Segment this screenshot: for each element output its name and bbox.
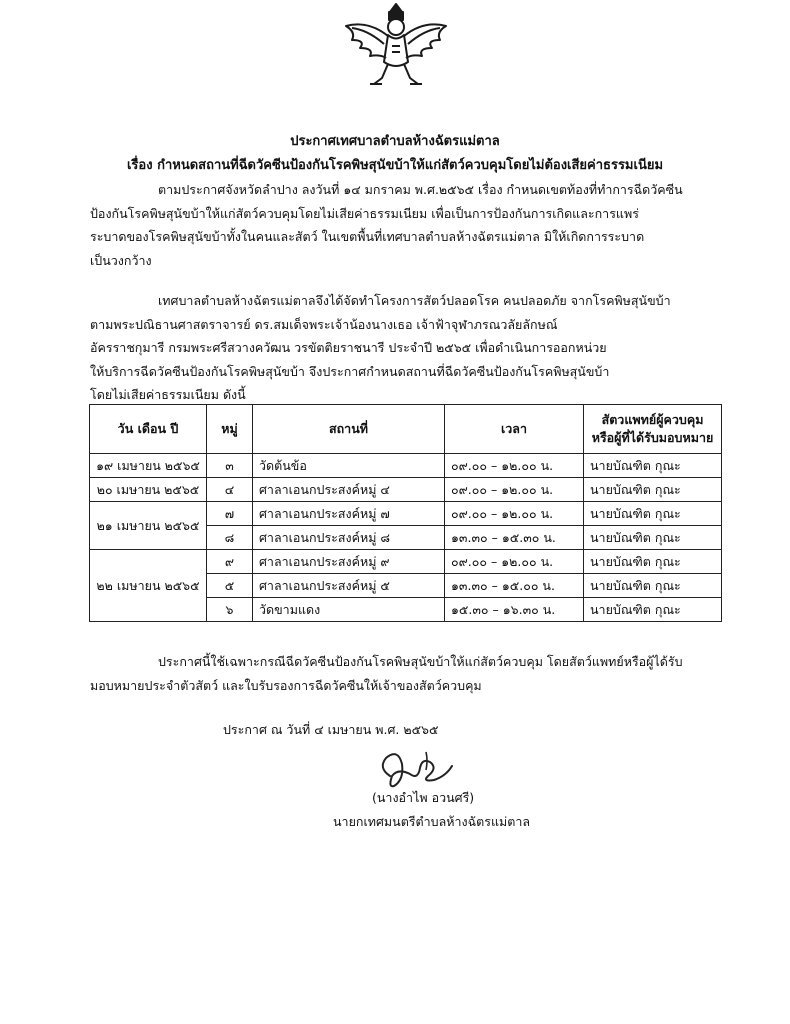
cell-date: ๒๑ เมษายน ๒๕๖๕ [90,502,207,550]
paragraph-line: ป้องกันโรคพิษสุนัขบ้าให้แก่สัตว์ควบคุมโดยไม่เสียค่าธรรมเนียม เพื่อเป็นการป้องกันการเกิดและการแพร่ [90,205,639,221]
announcement-subject: เรื่อง กำหนดสถานที่ฉีดวัคซีนป้องกันโรคพิษสุนัขบ้าให้แก่สัตว์ควบคุมโดยไม่ต้องเสียค่าธรรมเนียม [126,158,664,173]
paragraph-project [90,289,715,407]
cell-place: วัดต้นข้อ [253,454,445,478]
cell-moo: ๕ [207,574,253,598]
cell-place: ศาลาเอนกประสงค์หมู่ ๗ [253,502,445,526]
cell-moo: ๖ [207,598,253,622]
cell-time: ๑๕.๓๐ – ๑๖.๓๐ น. [445,598,584,622]
table-row [90,478,722,502]
signer-name: (นางอำไพ อวนศรี) [372,790,475,805]
cell-moo: ๘ [207,526,253,550]
table-row [90,550,722,574]
paragraph-scope [90,650,715,697]
paragraph-line: โดยไม่เสียค่าธรรมเนียม ดังนี้ [90,387,246,402]
cell-place: วัดขามแดง [253,598,445,622]
announcement-date: ประกาศ ณ วันที่ ๔ เมษายน พ.ศ. ๒๕๖๕ [223,722,439,737]
vaccination-schedule-table [89,404,722,622]
paragraph-line: เป็นวงกว้าง [90,252,152,268]
cell-moo: ๙ [207,550,253,574]
cell-vet: นายบัณฑิต กุณะ [584,478,722,502]
paragraph-line: ตามพระปณิธานศาสตราจารย์ ดร.สมเด็จพระเจ้าน้องนางเธอ เจ้าฟ้าจุฬาภรณวลัยลักษณ์ [90,316,558,332]
paragraph-intro [90,178,715,272]
cell-time: ๐๙.๐๐ – ๑๒.๐๐ น. [445,478,584,502]
cell-time: ๐๙.๐๐ – ๑๒.๐๐ น. [445,454,584,478]
header-vet-line2: หรือผู้ที่ได้รับมอบหมาย [591,430,714,445]
cell-moo: ๓ [207,454,253,478]
paragraph-line: ระบาดของโรคพิษสุนัขบ้าทั้งในคนและสัตว์ ในเขตพื้นที่เทศบาลตำบลห้างฉัตรแม่ตาล มิให้เกิดการระบาด [90,229,645,244]
paragraph-line: ให้บริการฉีดวัคซีนป้องกันโรคพิษสุนัขบ้า จึงประกาศกำหนดสถานที่ฉีดวัคซีนป้องกันโรคพิษสุนัขบ้า [90,363,610,379]
cell-date: ๑๙ เมษายน ๒๕๖๕ [90,454,207,478]
paragraph-line: มอบหมายประจำตัวสัตว์ และใบรับรองการฉีดวัคซีนให้เจ้าของสัตว์ควบคุม [90,677,482,693]
signer-position: นายกเทศมนตรีตำบลห้างฉัตรแม่ตาล [333,814,531,829]
cell-place: ศาลาเอนกประสงค์หมู่ ๘ [253,526,445,550]
paragraph-line: ตามประกาศจังหวัดลำปาง ลงวันที่ ๑๔ มกราคม พ.ศ.๒๕๖๕ เรื่อง กำหนดเขตท้องที่ทำการฉีดวัคซีน [158,182,683,197]
cell-date: ๒๐ เมษายน ๒๕๖๕ [90,478,207,502]
cell-time: ๐๙.๐๐ – ๑๒.๐๐ น. [445,502,584,526]
cell-vet: นายบัณฑิต กุณะ [584,526,722,550]
handwritten-signature-icon [368,746,468,792]
header-place: สถานที่ [253,405,445,454]
cell-time: ๑๓.๓๐ – ๑๕.๐๐ น. [445,574,584,598]
table-header-row [90,405,722,454]
cell-place: ศาลาเอนกประสงค์หมู่ ๕ [253,574,445,598]
header-time: เวลา [445,405,584,454]
cell-date: ๒๒ เมษายน ๒๕๖๕ [90,550,207,622]
paragraph-line: อัครราชกุมารี กรมพระศรีสวางควัฒน วรขัตติยราชนารี ประจำปี ๒๕๖๕ เพื่อดำเนินการออกหน่วย [90,340,607,355]
garuda-emblem-icon [338,0,454,92]
cell-time: ๑๓.๓๐ – ๑๕.๓๐ น. [445,526,584,550]
cell-vet: นายบัณฑิต กุณะ [584,598,722,622]
cell-vet: นายบัณฑิต กุณะ [584,574,722,598]
cell-moo: ๔ [207,478,253,502]
cell-place: ศาลาเอนกประสงค์หมู่ ๔ [253,478,445,502]
header-moo: หมู่ [207,405,253,454]
table-row [90,502,722,526]
cell-time: ๐๙.๐๐ – ๑๒.๐๐ น. [445,550,584,574]
cell-vet: นายบัณฑิต กุณะ [584,550,722,574]
header-vet-line1: สัตวแพทย์ผู้ควบคุม [601,412,704,427]
paragraph-line: ประกาศนี้ใช้เฉพาะกรณีฉีดวัคซีนป้องกันโรคพิษสุนัขบ้าให้แก่สัตว์ควบคุม โดยสัตว์แพทย์หรือผู้ได้รับ [158,654,683,669]
header-vet [584,405,722,454]
cell-place: ศาลาเอนกประสงค์หมู่ ๙ [253,550,445,574]
paragraph-line: เทศบาลตำบลห้างฉัตรแม่ตาลจึงได้จัดทำโครงการสัตว์ปลอดโรค คนปลอดภัย จากโรคพิษสุนัขบ้า [158,293,671,308]
table-row [90,454,722,478]
cell-vet: นายบัณฑิต กุณะ [584,454,722,478]
cell-vet: นายบัณฑิต กุณะ [584,502,722,526]
cell-moo: ๗ [207,502,253,526]
header-date: วัน เดือน ปี [90,405,207,454]
announcement-title: ประกาศเทศบาลตำบลห้างฉัตรแม่ตาล [290,134,500,149]
